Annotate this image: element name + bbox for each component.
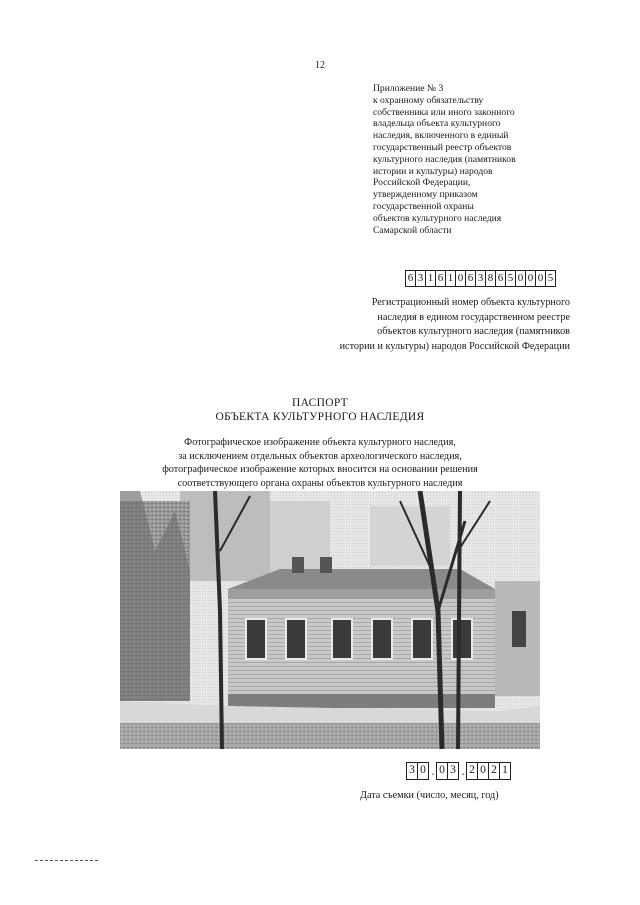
photo-caption-line: за исключением отдельных объектов археологического наследия, [178,450,462,462]
appendix-line: утвержденному приказом [373,189,478,201]
appendix-line: культурного наследия (памятников [373,153,516,165]
appendix-line: собственника или иного законного [373,106,515,118]
appendix-line: Приложение № 3 [373,83,444,94]
appendix-line: наследия, включенного в единый [373,130,509,142]
appendix-line: владельца объекта культурного [373,118,501,130]
date-separator: . [431,764,435,778]
appendix-line: объектов культурного наследия [373,212,502,224]
title-line-object: ОБЪЕКТА КУЛЬТУРНОГО НАСЛЕДИЯ [215,411,425,423]
photo-caption-line: соответствующего органа охраны объектов культурного наследия [177,477,463,489]
photo-chimney [292,557,304,573]
appendix-line: Российской Федерации, [373,177,471,189]
page-number: 12 [315,60,325,71]
registration-digit: 0 [515,270,526,287]
registration-number-caption [240,296,570,354]
registration-digit: 6 [495,270,506,287]
registration-digit: 5 [545,270,556,287]
appendix-line: к охранному обязательству [373,94,484,106]
registration-digit: 6 [405,270,416,287]
registration-digit: 1 [425,270,436,287]
registration-digit: 0 [535,270,546,287]
document-title [0,396,640,424]
photo-chimney [320,557,332,573]
date-separator: . [461,764,465,778]
date-month-digit: 0 [436,762,448,780]
footer-divider [35,860,98,861]
photo-background-building [180,491,270,581]
photo-caption-line: фотографическое изображение которых вносится на основании решения [162,464,478,475]
registration-digit: 0 [525,270,536,287]
date-year-digit: 0 [477,762,489,780]
registration-digit: 6 [465,270,476,287]
registration-caption-line: наследия в едином государственном реестре [377,311,570,323]
shoot-date-caption: Дата съемки (число, месяц, год) [360,790,499,801]
date-year-digit: 2 [488,762,500,780]
appendix-line: государственной охраны [373,200,474,212]
date-year-digit: 1 [499,762,511,780]
appendix-block [373,83,573,236]
appendix-line: Самарской области [373,224,452,236]
appendix-line: истории и культуры) народов [373,165,493,177]
heritage-building-photo [120,491,540,749]
photo-caption [0,436,640,490]
registration-number-boxes [406,270,556,287]
photo-caption-line: Фотографическое изображение объекта культурного наследия, [184,437,456,448]
registration-caption-line: Регистрационный номер объекта культурного [371,297,570,308]
registration-digit: 3 [415,270,426,287]
registration-caption-line: истории и культуры) народов Российской Федерации [339,340,570,352]
date-day-digit: 3 [406,762,418,780]
shoot-date-boxes [407,762,511,780]
date-year-digit: 2 [466,762,478,780]
registration-digit: 6 [435,270,446,287]
registration-digit: 0 [455,270,466,287]
date-month-digit: 3 [447,762,459,780]
registration-digit: 8 [485,270,496,287]
registration-digit: 3 [475,270,486,287]
registration-digit: 1 [445,270,456,287]
date-day-digit: 0 [417,762,429,780]
registration-digit: 5 [505,270,516,287]
title-line-passport: ПАСПОРТ [292,397,348,409]
registration-caption-line: объектов культурного наследия (памятников [377,326,570,337]
appendix-line: государственный реестр объектов [373,141,512,153]
